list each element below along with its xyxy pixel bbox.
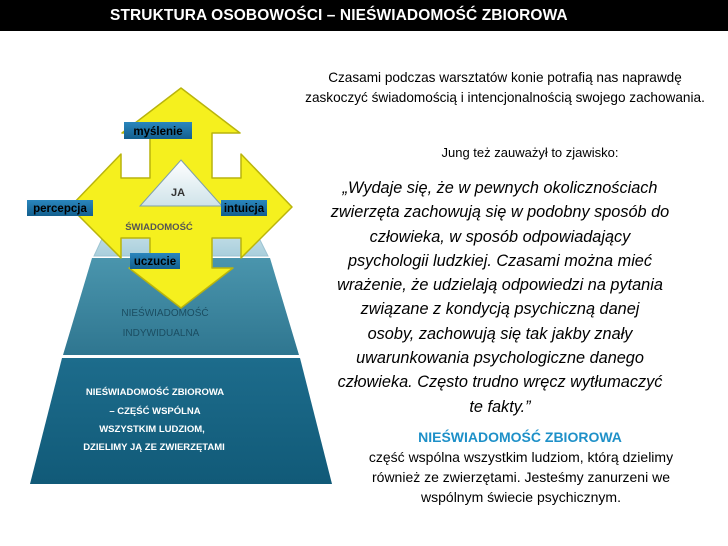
quote-line: psychologii ludzkiej. Czasami można mieć <box>347 251 653 270</box>
tier-collective-unconscious <box>30 358 332 484</box>
quote-line: człowieka, w sposób odpowiadający <box>369 227 631 246</box>
ego-label: JA <box>170 187 186 199</box>
quote-line: związane z kondycją psychiczną danej <box>360 300 640 319</box>
intro-line: Czasami podczas warsztatów konie potrafią nas naprawdę <box>328 70 682 85</box>
concept-line: wspólnym świecie psychicznym. <box>421 489 621 505</box>
thinking-label: myślenie <box>133 126 183 138</box>
slide-title: STRUKTURA OSOBOWOŚCI – NIEŚWIADOMOŚĆ ZBIOROWA <box>110 7 568 24</box>
intuition-label: intuicja <box>223 203 265 215</box>
collective-unconscious-label-4: DZIELIMY JĄ ZE ZWIERZĘTAMI <box>83 442 225 453</box>
quote-line: zwierzęta zachowują się w podobny sposób do <box>330 203 670 222</box>
concept-heading: NIEŚWIADOMOŚĆ ZBIOROWA <box>418 429 622 445</box>
quote-line: te fakty.” <box>469 397 531 416</box>
intro-paragraph <box>282 68 728 108</box>
perception-label: percepcja <box>33 203 87 215</box>
consciousness-label: ŚWIADOMOŚĆ <box>125 222 193 233</box>
personal-unconscious-label-2: INDYWIDUALNA <box>122 328 200 339</box>
feeling-label: uczucie <box>133 256 177 268</box>
quote-line: osoby, zachowują się tak jakby znały <box>367 324 633 343</box>
collective-unconscious-label-1: NIEŚWIADOMOŚĆ ZBIOROWA <box>85 387 225 398</box>
jung-quote <box>300 176 700 419</box>
collective-unconscious-label-3: WSZYSTKIM LUDZIOM, <box>99 424 205 435</box>
quote-line: człowieka. Często trudno wręcz wytłumaczyć <box>337 373 663 392</box>
collective-unconscious-label-2: – CZĘŚĆ WSPÓLNA <box>109 406 201 417</box>
quote-line: wrażenie, że udzielają odpowiedzi na pytania <box>337 276 663 295</box>
personal-unconscious-label-1: NIEŚWIADOMOŚĆ <box>121 308 209 319</box>
intro-line: zaskoczyć świadomością i intencjonalnością swojego zachowania. <box>305 90 705 105</box>
quote-line: uwarunkowania psychologiczne danego <box>356 349 644 368</box>
concept-definition <box>335 447 707 507</box>
jung-note: Jung też zauważył to zjawisko: <box>441 145 619 160</box>
quote-line: „Wydaje się, że w pewnych okolicznościach <box>342 179 658 197</box>
concept-line: również ze zwierzętami. Jesteśmy zanurzeni we <box>372 469 670 485</box>
concept-line: część wspólna wszystkim ludziom, którą dzielimy <box>368 449 674 465</box>
